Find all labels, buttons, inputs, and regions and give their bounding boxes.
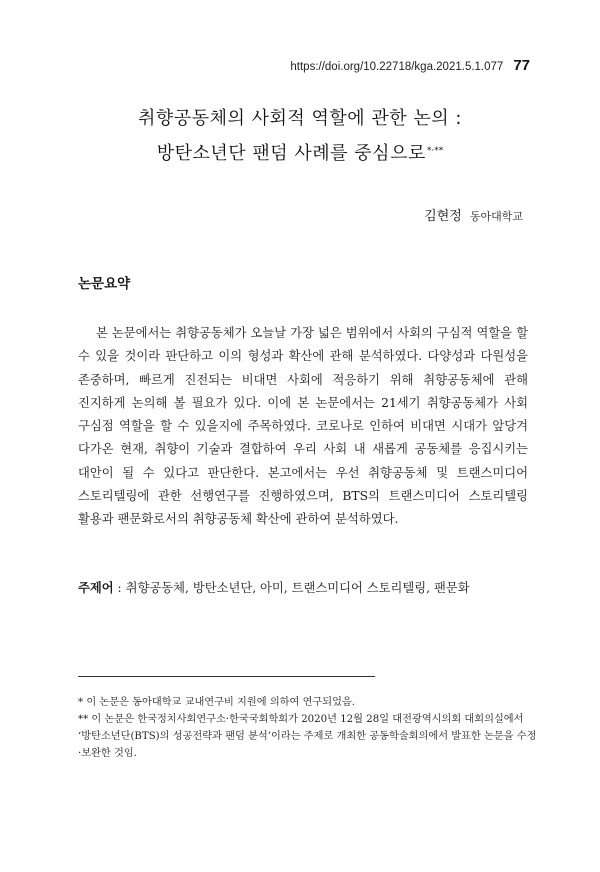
paper-title <box>0 104 600 165</box>
author-affiliation: 동아대학교 <box>469 210 523 223</box>
keywords-label: 주제어 <box>78 581 114 595</box>
keywords-values: 취향공동체, 방탄소년단, 아미, 트랜스미디어 스토리텔링, 팬문화 <box>125 581 470 595</box>
footnote-1: * 이 논문은 동아대학교 교내연구비 지원에 의하여 연구되었음. <box>78 697 356 708</box>
author-line <box>424 205 523 224</box>
abstract-body: 본 논문에서는 취향공동체가 오늘날 가장 넓은 범위에서 사회의 구심적 역할을 할 수 있을 것이라 판단하고 이의 형성과 확산에 관해 분석하였다. 다양성과 다원성을 존중하며, 빠르게 진전되는 비대면 사회에 적응하기 위해 취향공동체에 관해 진지하게 논의해 볼 필요가 있다. 이에 본 논문에서는 21세기 취향공동체가 사회 구심점 역할을 할 수 있을지에 주목하였다. 코로나로 인하여 비대면 시대가 앞당겨 다가온 현재, 취향이 기술과 결합하여 우리 사회 내 새롭게 공동체를 응집시키는 대안이 될 수 있다고 판단한다. 본고에서는 우선 취향공동체 및 트랜스미디어 스토리텔링에 관한 선행연구를 진행하였으며, BTS의 트랜스미디어 스토리텔링 활용과 팬문화로서의 취향공동체 확산에 관하여 분석하였다. <box>78 326 528 527</box>
keywords-line <box>78 578 538 596</box>
keywords-separator: : <box>113 581 126 595</box>
title-footnote-marks: *·** <box>426 146 444 156</box>
page-number: 77 <box>513 57 530 74</box>
abstract-heading: 논문요약 <box>78 276 131 292</box>
page-header <box>290 57 530 74</box>
doi-link[interactable]: https://doi.org/10.22718/kga.2021.5.1.077 <box>290 61 504 73</box>
footnote-2: ** 이 논문은 한국정치사회연구소·한국국회학회가 2020년 12월 28일 대전광역시의회 대회의실에서 ‘방탄소년단(BTS)의 성공전략과 팬덤 분석’이라는 주제로 개최한 공동학술회의에서 발표한 논문을 수정·보완한 것임. <box>78 714 537 759</box>
footnotes <box>78 694 538 762</box>
footnote-divider <box>78 676 375 677</box>
subtitle-text: 방탄소년단 팬덤 사례를 중심으로 <box>156 143 426 164</box>
title-main: 취향공동체의 사회적 역할에 관한 논의 : <box>138 108 462 129</box>
title-subtitle <box>0 139 600 165</box>
author-name: 김현정 <box>424 209 462 224</box>
